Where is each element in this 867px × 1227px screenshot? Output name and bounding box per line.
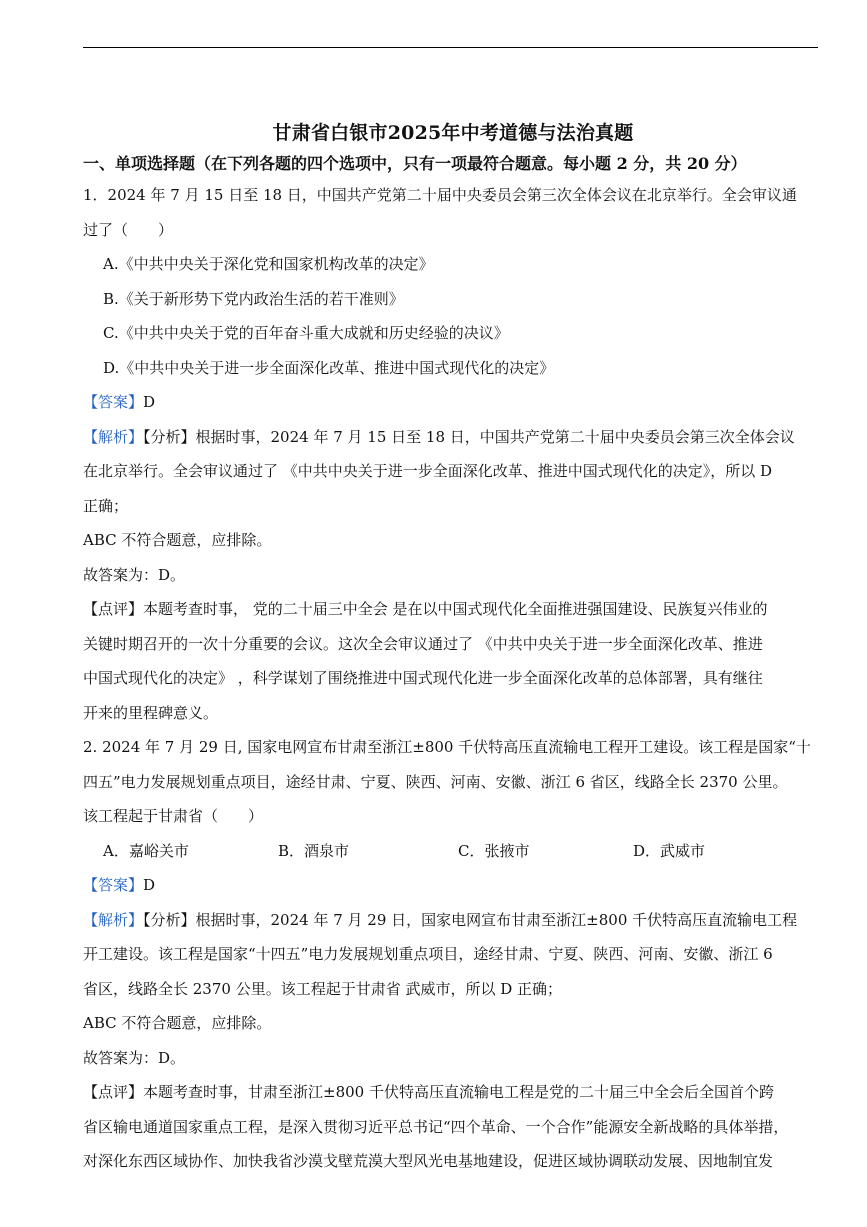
- q1-comment-line: 关键时期召开的一次十分重要的会议。这次全会审议通过了 《中共中央关于进一步全面深化改革、推进: [83, 634, 763, 653]
- q1-option-b: B.《关于新形势下党内政治生活的若干准则》: [103, 289, 404, 308]
- q1-analysis-line: 在北京举行。全会审议通过了 《中共中央关于进一步全面深化改革、推进中国式现代化的决定》，所以 D: [83, 462, 773, 480]
- q1-comment-line: 开来的里程碑意义。: [83, 703, 219, 722]
- q1-stem-line: 1．2024 年 7 月 15 日至 18 日，中国共产党第二十届中央委员会第三次全体会议在北京举行。全会审议通: [83, 186, 797, 204]
- q1-answer: [83, 385, 823, 420]
- q2-analysis-line: 故答案为：D。: [83, 1048, 186, 1067]
- q1-comment-line: 中国式现代化的决定》 ，科学谋划了围绕推进中国式现代化进一步全面深化改革的总体部署，具有继往: [83, 669, 763, 687]
- answer-value: D: [143, 876, 156, 894]
- q1-analysis-line: ABC 不符合题意，应排除。: [83, 531, 272, 549]
- q2-analysis-line: 开工建设。该工程是国家“十四五”电力发展规划重点项目，途经甘肃、宁夏、陕西、河南、安徽、浙江 6: [83, 945, 773, 963]
- analysis-tag: 【解析】: [83, 910, 144, 929]
- q2-analysis-line: 省区，线路全长 2370 公里。该工程起于甘肃省 武威市，所以 D 正确；: [83, 979, 563, 998]
- analysis-tag: 【解析】: [83, 427, 144, 446]
- q2-answer: [83, 868, 823, 903]
- document-body: [83, 108, 823, 1179]
- q1-analysis-line: [83, 420, 823, 455]
- q1-comment-line: 【点评】本题考查时事， 党的二十届三中全会 是在以中国式现代化全面推进强国建设、民族复兴伟业的: [83, 600, 768, 618]
- q1-analysis-line: 正确；: [83, 496, 129, 515]
- answer-tag: 【答案】: [83, 876, 144, 894]
- q2-option-b: B．酒泉市: [278, 841, 350, 860]
- q2-comment-line: 省区输电通道国家重点工程，是深入贯彻习近平总书记“四个革命、一个合作”能源安全新战略的具体举措，: [83, 1117, 789, 1136]
- q2-analysis-line: [83, 903, 823, 938]
- q2-options: [83, 834, 823, 869]
- q2-comment-line: 对深化东西区域协作、加快我省沙漠戈壁荒漠大型风光电基地建设，促进区域协调联动发展、因地制宜发: [83, 1152, 774, 1170]
- analysis-text: 【分析】根据时事，2024 年 7 月 15 日至 18 日，中国共产党第二十届中央委员会第三次全体会议: [143, 427, 795, 446]
- q2-stem-line: 该工程起于甘肃省（ ）: [83, 807, 264, 825]
- q2-analysis-line: ABC 不符合题意，应排除。: [83, 1014, 272, 1032]
- page-title: 甘肃省白银市2025年中考道德与法治真题: [272, 122, 634, 144]
- section-heading: 一、单项选择题（在下列各题的四个选项中，只有一项最符合题意。每小题 2 分，共 20 分）: [83, 154, 747, 173]
- answer-value: D: [143, 393, 156, 411]
- analysis-text: 【分析】根据时事，2024 年 7 月 29 日，国家电网宣布甘肃至浙江±800 千伏特高压直流输电工程: [143, 910, 798, 929]
- question-1: [83, 178, 823, 730]
- q2-option-d: D．武威市: [633, 841, 706, 860]
- q1-option-d: D.《中共中央关于进一步全面深化改革、推进中国式现代化的决定》: [103, 358, 555, 377]
- q1-option-a: A.《中共中央关于深化党和国家机构改革的决定》: [103, 255, 434, 273]
- q1-analysis-line: 故答案为：D。: [83, 565, 186, 584]
- question-2: [83, 730, 823, 1179]
- answer-tag: 【答案】: [83, 393, 144, 411]
- q2-comment-line: 【点评】本题考查时事，甘肃至浙江±800 千伏特高压直流输电工程是党的二十届三中全会后全国首个跨: [83, 1083, 774, 1101]
- q2-option-c: C．张掖市: [458, 841, 530, 860]
- q1-stem-line: 过了（ ）: [83, 220, 174, 239]
- q1-option-c: C.《中共中央关于党的百年奋斗重大成就和历史经验的决议》: [103, 324, 509, 342]
- q2-stem-line: 四五”电力发展规划重点项目，途经甘肃、宁夏、陕西、河南、安徽、浙江 6 省区，线路全长 2370 公里。: [83, 772, 788, 791]
- q2-option-a: A．嘉峪关市: [103, 841, 189, 860]
- header-rule: [83, 47, 818, 48]
- q2-stem-line: 2. 2024 年 7 月 29 日, 国家电网宣布甘肃至浙江±800 千伏特高压直流输电工程开工建设。该工程是国家“十: [83, 738, 811, 756]
